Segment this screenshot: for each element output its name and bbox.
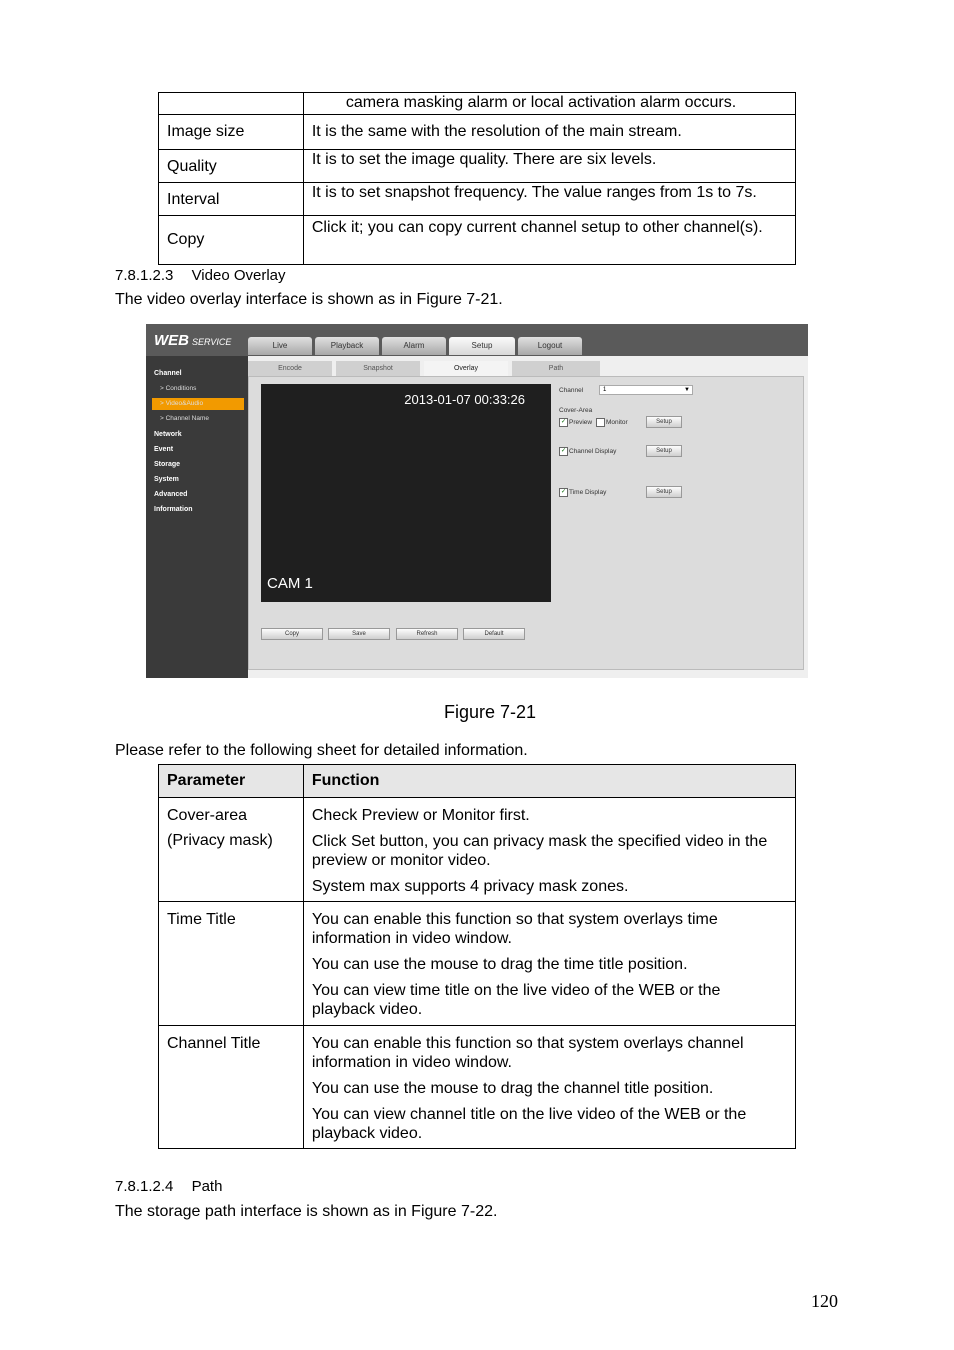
param-name: Time Title <box>167 911 236 928</box>
param-name: (Privacy mask) <box>167 832 273 849</box>
web-header <box>146 324 808 356</box>
nav-tab-live[interactable]: Live <box>248 337 312 355</box>
table-row <box>159 1026 796 1149</box>
sidebar-item-video-audio[interactable]: > Video&Audio <box>152 398 244 410</box>
save-button[interactable]: Save <box>328 628 390 640</box>
sidebar-item-channel-name[interactable]: > Channel Name <box>160 415 209 422</box>
section-title: Path <box>191 1178 223 1195</box>
overlay-param-table <box>158 764 796 1149</box>
nav-tab-logout[interactable]: Logout <box>518 337 582 355</box>
section-heading <box>115 1178 222 1195</box>
sidebar-item-information[interactable]: Information <box>154 506 193 513</box>
setup-sidebar <box>146 356 248 678</box>
sidebar-item-network[interactable]: Network <box>154 431 182 438</box>
video-preview[interactable] <box>261 384 551 602</box>
function-text: System max supports 4 privacy mask zones. <box>311 878 629 895</box>
table-cell: Quality <box>159 150 304 183</box>
table-cell: camera masking alarm or local activation alarm occurs. <box>303 93 795 115</box>
channel-label: Channel <box>559 387 584 394</box>
sidebar-item-storage[interactable]: Storage <box>154 461 181 468</box>
section-number: 7.8.1.2.4 <box>115 1178 174 1195</box>
function-text: Check Preview or Monitor first. <box>311 807 530 824</box>
function-text: You can view time title on the live video of the WEB or the playback video. <box>311 982 721 1018</box>
sheet-intro: Please refer to the following sheet for detailed information. <box>115 742 528 759</box>
section-title: Video Overlay <box>191 267 286 284</box>
sidebar-item-channel[interactable]: Channel <box>154 370 182 377</box>
channel-display-setup-button[interactable]: Setup <box>646 445 682 457</box>
time-display-label: Time Display <box>569 489 607 496</box>
sidebar-item-advanced[interactable]: Advanced <box>154 491 188 498</box>
video-overlay-screenshot <box>146 324 808 678</box>
function-text: Click Set button, you can privacy mask the specified video in the preview or monitor video. <box>311 833 768 869</box>
overlay-panel <box>248 376 804 670</box>
table-cell: It is the same with the resolution of the main stream. <box>303 115 795 150</box>
sidebar-item-conditions[interactable]: > Conditions <box>160 385 197 392</box>
section-heading <box>115 267 286 284</box>
preview-checkbox[interactable]: ✓ <box>560 419 567 425</box>
channel-title[interactable]: CAM 1 <box>267 575 313 592</box>
tab-path[interactable]: Path <box>512 361 600 376</box>
table-cell: Interval <box>159 183 304 216</box>
monitor-checkbox[interactable] <box>596 418 605 427</box>
table-header-function: Function <box>303 765 795 798</box>
table-header-parameter: Parameter <box>159 765 304 798</box>
nav-tab-setup[interactable]: Setup <box>449 337 515 355</box>
tab-overlay[interactable]: Overlay <box>424 361 508 376</box>
channel-display-checkbox[interactable]: ✓ <box>560 448 567 454</box>
function-text: You can use the mouse to drag the time title position. <box>311 956 688 973</box>
refresh-button[interactable]: Refresh <box>396 628 458 640</box>
snapshot-param-table <box>158 92 796 265</box>
param-name: Channel Title <box>167 1035 261 1052</box>
table-cell: Image size <box>159 115 304 150</box>
table-cell: Click it; you can copy current channel setup to other channel(s). <box>303 216 795 265</box>
table-cell: It is to set snapshot frequency. The value ranges from 1s to 7s. <box>303 183 795 216</box>
cover-area-setup-button[interactable]: Setup <box>646 416 682 428</box>
page-number: 120 <box>811 1291 838 1311</box>
nav-tab-playback[interactable]: Playback <box>315 337 379 355</box>
section-intro: The video overlay interface is shown as in Figure 7-21. <box>115 291 503 308</box>
default-button[interactable]: Default <box>463 628 525 640</box>
channel-select[interactable]: 1 ▼ <box>599 385 693 395</box>
table-row <box>159 798 796 902</box>
time-display-checkbox[interactable]: ✓ <box>560 489 567 495</box>
time-display-setup-button[interactable]: Setup <box>646 486 682 498</box>
table-row <box>159 902 796 1026</box>
section-intro: The storage path interface is shown as in Figure 7-22. <box>115 1203 498 1220</box>
setup-content <box>248 356 808 678</box>
tab-snapshot[interactable]: Snapshot <box>336 361 420 376</box>
param-name: Cover-area <box>167 807 248 824</box>
cover-area-label: Cover-Area <box>559 407 593 414</box>
figure-caption: Figure 7-21 <box>444 702 537 722</box>
preview-label: Preview <box>569 419 593 426</box>
sidebar-item-system[interactable]: System <box>154 476 179 483</box>
copy-button[interactable]: Copy <box>261 628 323 640</box>
time-title[interactable]: 2013-01-07 00:33:26 <box>404 392 525 407</box>
web-service-logo: WEB SERVICE <box>154 332 232 349</box>
chevron-down-icon: ▼ <box>684 387 690 393</box>
sidebar-item-event[interactable]: Event <box>154 446 174 453</box>
monitor-label: Monitor <box>606 419 628 426</box>
channel-display-label: Channel Display <box>569 448 617 455</box>
function-text: You can use the mouse to drag the channel title position. <box>311 1080 714 1097</box>
table-cell: It is to set the image quality. There are six levels. <box>303 150 795 183</box>
table-cell: Copy <box>159 216 304 265</box>
table-cell <box>159 93 304 115</box>
function-text: You can enable this function so that system overlays time information in video window. <box>311 911 718 947</box>
nav-tab-alarm[interactable]: Alarm <box>382 337 446 355</box>
function-text: You can enable this function so that system overlays channel information in video window. <box>311 1035 744 1071</box>
section-number: 7.8.1.2.3 <box>115 267 174 284</box>
tab-encode[interactable]: Encode <box>248 361 332 376</box>
function-text: You can view channel title on the live video of the WEB or the playback video. <box>311 1106 747 1142</box>
